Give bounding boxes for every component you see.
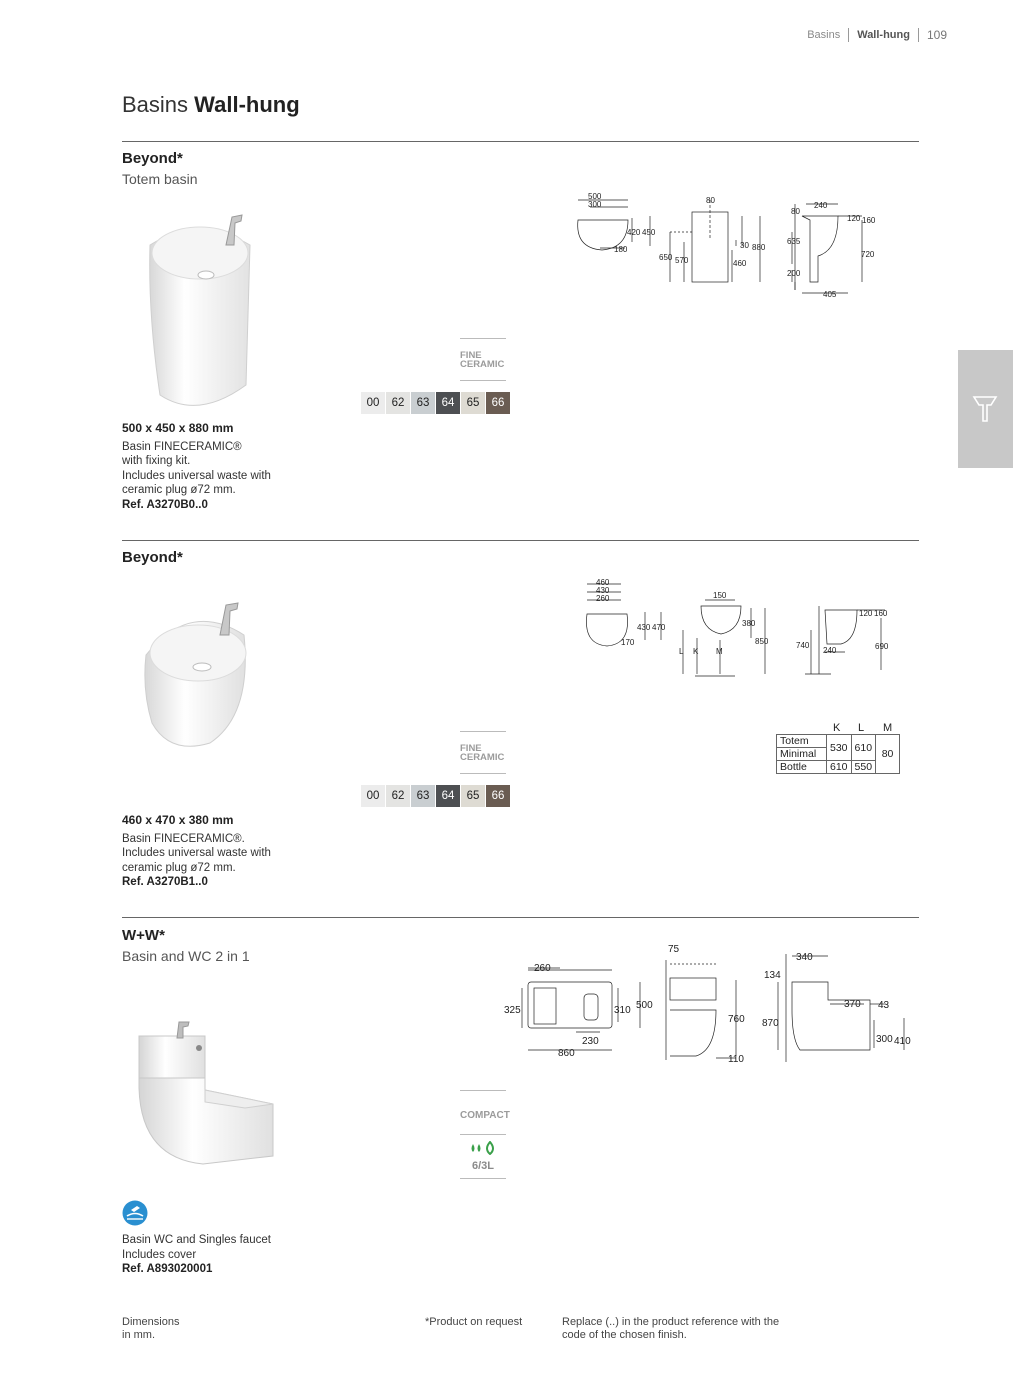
product-description — [122, 1233, 322, 1277]
table-cell: Totem — [777, 735, 827, 748]
table-cell: 610 — [827, 761, 852, 774]
dimension-label: 880 — [752, 243, 766, 252]
compact-badge — [460, 1090, 510, 1123]
dimension-label: 310 — [614, 1005, 631, 1016]
finish-swatch-64[interactable]: 64 — [436, 392, 460, 414]
footer-line: in mm. — [122, 1329, 155, 1341]
description-line: with fixing kit. — [122, 455, 191, 467]
table-cell: 80 — [876, 735, 900, 774]
description-line: Basin WC and Singles faucet — [122, 1234, 271, 1246]
finish-swatch-63[interactable]: 63 — [411, 392, 435, 414]
breadcrumb-wall-hung[interactable]: Wall-hung — [857, 29, 910, 41]
product-dimensions: 460 x 470 x 380 mm — [122, 813, 234, 827]
dimension-label: 240 — [823, 646, 837, 655]
dimension-label: 650 — [659, 253, 673, 262]
dimension-label: 405 — [823, 290, 837, 299]
dimension-label: 75 — [668, 944, 680, 955]
dimension-label: 460 — [596, 578, 610, 587]
dimension-label: 30 — [740, 241, 749, 250]
breadcrumb-basins[interactable]: Basins — [807, 29, 841, 41]
product-reference: Ref. A893020001 — [122, 1263, 213, 1275]
finish-swatch-63[interactable]: 63 — [411, 785, 435, 807]
dimension-label: 470 — [652, 623, 666, 632]
dimension-label: 870 — [762, 1018, 779, 1029]
dimension-label: 720 — [861, 250, 875, 259]
finish-swatches — [361, 785, 511, 807]
dimension-label: 80 — [706, 196, 715, 205]
product-subtitle: Basin and WC 2 in 1 — [122, 948, 250, 964]
finish-swatch-00[interactable]: 00 — [361, 785, 385, 807]
footer-dimensions-note — [122, 1316, 179, 1342]
klm-header-l: L — [858, 722, 865, 734]
product-subtitle: Totem basin — [122, 171, 198, 187]
finish-swatch-65[interactable]: 65 — [461, 785, 485, 807]
dimension-label: 150 — [713, 591, 727, 600]
product-name: Beyond* — [122, 150, 183, 167]
footer-request-note — [425, 1316, 522, 1329]
dimension-label: 200 — [787, 269, 801, 278]
dimension-label: K — [693, 647, 699, 656]
product-dimensions: 500 x 450 x 880 mm — [122, 421, 234, 435]
table-cell: Bottle — [777, 761, 827, 774]
page-title — [122, 92, 300, 118]
product-name: W+W* — [122, 927, 165, 944]
dimension-label: 325 — [504, 1005, 521, 1016]
section-divider — [122, 141, 919, 142]
dimension-label: 120 — [859, 609, 873, 618]
dimension-label: 740 — [796, 641, 810, 650]
page-title-bold: Wall-hung — [194, 92, 300, 117]
product-description — [122, 421, 322, 512]
dimension-label: 430 — [637, 623, 651, 632]
breadcrumb-separator — [848, 28, 849, 42]
fineceramic-badge — [460, 731, 506, 774]
dimension-label: 110 — [728, 1054, 744, 1065]
dimension-label: 690 — [875, 642, 889, 651]
totem-technical-drawing — [570, 190, 880, 300]
description-line: Includes cover — [122, 1248, 197, 1261]
klm-header-k: K — [833, 722, 841, 734]
description-line: Basin FINECERAMIC® — [122, 440, 242, 453]
dimension-label: 635 — [787, 237, 801, 246]
footer-line: Replace (..) in the product reference with the — [562, 1316, 780, 1328]
breadcrumb-separator — [918, 28, 919, 42]
dimension-label: 570 — [675, 256, 689, 265]
fineceramic-badge — [460, 338, 506, 381]
dimension-label: 240 — [814, 201, 828, 210]
finish-swatch-66[interactable]: 66 — [486, 785, 510, 807]
dimension-label: 380 — [742, 619, 756, 628]
beyond-basin-image — [140, 595, 252, 750]
footer-replace-note — [562, 1316, 779, 1342]
totem-basin-image — [138, 205, 258, 420]
water-drops-icon — [468, 1141, 498, 1155]
footer-line: Dimensions — [122, 1316, 180, 1328]
klm-dimensions-table — [776, 734, 900, 774]
badge-line: CERAMIC — [460, 359, 505, 370]
dimension-label: M — [716, 647, 723, 656]
dimension-label: 860 — [558, 1048, 575, 1059]
dimension-label: 134 — [764, 970, 781, 981]
flush-volume: 6/3L — [471, 1160, 494, 1172]
dimension-label: 170 — [621, 638, 635, 647]
section-divider — [122, 540, 919, 541]
table-cell: 610 — [851, 735, 876, 761]
dimension-label: L — [679, 647, 684, 656]
description-line: Basin FINECERAMIC®. — [122, 832, 245, 845]
description-line: ceramic plug ø72 mm. — [122, 484, 236, 496]
dimension-label: 43 — [878, 1000, 890, 1011]
dimension-label: 260 — [534, 963, 551, 974]
dimension-label: 260 — [596, 594, 610, 603]
breadcrumb — [807, 28, 947, 42]
klm-header-m: M — [883, 722, 893, 734]
table-row — [777, 735, 900, 748]
finish-swatches — [361, 392, 511, 414]
dimension-label: 370 — [844, 999, 861, 1010]
product-reference: Ref. A3270B0..0 — [122, 498, 208, 511]
table-cell: 530 — [827, 735, 852, 761]
dimension-label: 160 — [862, 216, 876, 225]
finish-swatch-66[interactable]: 66 — [486, 392, 510, 414]
dimension-label: 460 — [733, 259, 747, 268]
product-name: Beyond* — [122, 549, 183, 566]
footer-line: *Product on request — [425, 1316, 523, 1328]
badge-line: FINE — [460, 743, 482, 754]
product-reference: Ref. A3270B1..0 — [122, 876, 208, 888]
dimension-label: 450 — [642, 228, 656, 237]
flush-badge — [460, 1134, 506, 1179]
dimension-label: 500 — [588, 192, 602, 201]
dimension-label: 340 — [796, 952, 813, 963]
finish-swatch-00[interactable]: 00 — [361, 392, 385, 414]
footer-line: code of the chosen finish. — [562, 1329, 687, 1341]
product-description — [122, 813, 322, 890]
description-line: Includes universal waste with — [122, 469, 271, 482]
dimension-label: 760 — [728, 1014, 745, 1025]
dimension-label: 500 — [636, 1000, 653, 1011]
badge-line: COMPACT — [460, 1110, 510, 1121]
badge-line: FINE — [460, 350, 482, 361]
page-number: 109 — [926, 28, 947, 42]
badge-line: CERAMIC — [460, 752, 505, 763]
dimension-label: 850 — [755, 637, 769, 646]
description-line: ceramic plug ø72 mm. — [122, 861, 236, 874]
table-cell: 550 — [851, 761, 876, 774]
dimension-label: 180 — [614, 245, 628, 254]
ww-technical-drawing — [500, 940, 920, 1075]
description-line: Includes universal waste with — [122, 847, 271, 859]
ww-basin-wc-image — [133, 1018, 283, 1168]
finish-swatch-65[interactable]: 65 — [461, 392, 485, 414]
dimension-label: 410 — [894, 1036, 911, 1047]
finish-swatch-62[interactable]: 62 — [386, 785, 410, 807]
dimension-label: 80 — [791, 207, 800, 216]
table-cell: Minimal — [777, 748, 827, 761]
dimension-label: 300 — [876, 1034, 893, 1045]
section-side-tab[interactable] — [958, 350, 1013, 468]
finish-swatch-62[interactable]: 62 — [386, 392, 410, 414]
finish-swatch-64[interactable]: 64 — [436, 785, 460, 807]
dimension-label: 430 — [596, 586, 610, 595]
basin-icon — [972, 391, 998, 427]
dimension-label: 230 — [582, 1036, 599, 1047]
page-title-light: Basins — [122, 92, 189, 117]
dimension-label: 120 — [847, 214, 861, 223]
dimension-label: 300 — [588, 200, 602, 209]
dimension-label: 160 — [874, 609, 888, 618]
faucet-icon — [122, 1200, 148, 1226]
section-divider — [122, 917, 919, 918]
dimension-label: 420 — [627, 228, 641, 237]
beyond-technical-drawing — [575, 578, 895, 680]
